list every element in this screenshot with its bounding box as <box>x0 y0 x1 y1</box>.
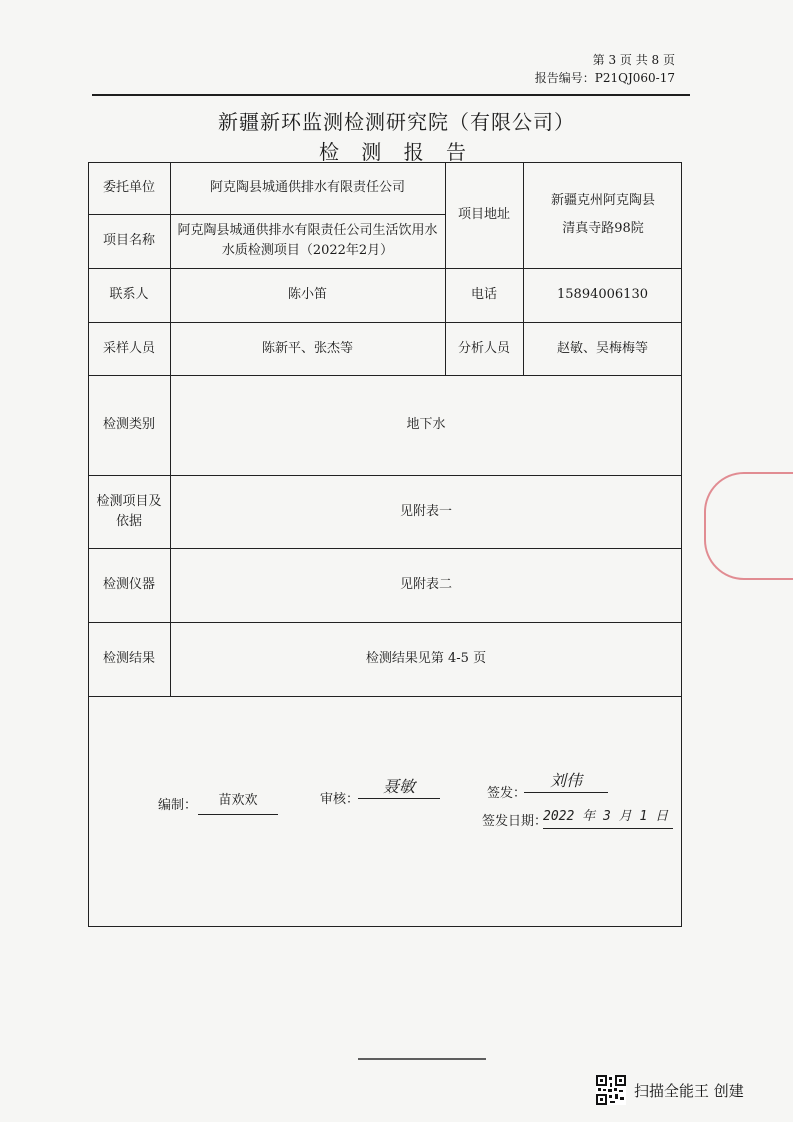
contact-value: 陈小笛 <box>287 287 327 302</box>
client-value: 阿克陶县城通供排水有限责任公司 <box>209 180 405 195</box>
compiler-label: 编制： <box>158 798 198 813</box>
issuer-label: 签发： <box>487 786 527 801</box>
qr-code-icon <box>596 1075 626 1105</box>
analyst-label: 分析人员 <box>457 340 510 356</box>
client-label: 委托单位 <box>102 180 155 195</box>
category-label: 检测类别 <box>102 417 155 432</box>
items-value: 见附表一 <box>399 503 452 519</box>
header-rule <box>92 94 690 96</box>
result-label: 检测结果 <box>102 651 155 666</box>
phone-label: 电话 <box>470 287 497 302</box>
instrument-value: 见附表二 <box>399 577 452 592</box>
report-number: 报告编号：P21QJ060-17 <box>534 71 675 85</box>
instrument-label: 检测仪器 <box>102 577 155 592</box>
reviewer-label: 审核： <box>320 792 360 807</box>
phone-value: 15894006130 <box>557 287 648 302</box>
seal-stamp-icon <box>704 472 793 580</box>
analyst-value: 赵敏、吴梅梅等 <box>556 340 648 356</box>
page-number: 第 3 页 共 8 页 <box>592 53 675 67</box>
compiler-signature: 苗欢欢 <box>198 788 278 815</box>
document-title: 检 测 报 告 <box>318 140 475 164</box>
sampler-label: 采样人员 <box>102 340 155 356</box>
issuer-signature: 刘伟 <box>524 770 608 793</box>
category-value: 地下水 <box>406 417 446 432</box>
project-name-label: 项目名称 <box>102 233 155 248</box>
project-address-value: 新疆克州阿克陶县清真寺路98院 <box>550 193 655 236</box>
reviewer-signature: 聂敏 <box>358 776 440 799</box>
project-name-value: 阿克陶县城通供排水有限责任公司生活饮用水水质检测项目（2022年2月） <box>177 223 438 258</box>
row-divider <box>88 696 682 697</box>
sampler-value: 陈新平、张杰等 <box>261 340 353 356</box>
result-value: 检测结果见第 4-5 页 <box>365 651 487 666</box>
issue-date-label: 签发日期： <box>482 814 548 829</box>
project-address-label: 项目地址 <box>457 207 510 222</box>
scanner-watermark-text: 扫描全能王 创建 <box>634 1082 744 1100</box>
bottom-rule <box>358 1058 486 1060</box>
issue-date-value: 2022 年 3 月 1 日 <box>543 806 673 829</box>
contact-label: 联系人 <box>109 287 149 302</box>
items-label: 检测项目及依据 <box>96 493 162 529</box>
organization-title: 新疆新环监测检测研究院（有限公司） <box>218 110 575 134</box>
